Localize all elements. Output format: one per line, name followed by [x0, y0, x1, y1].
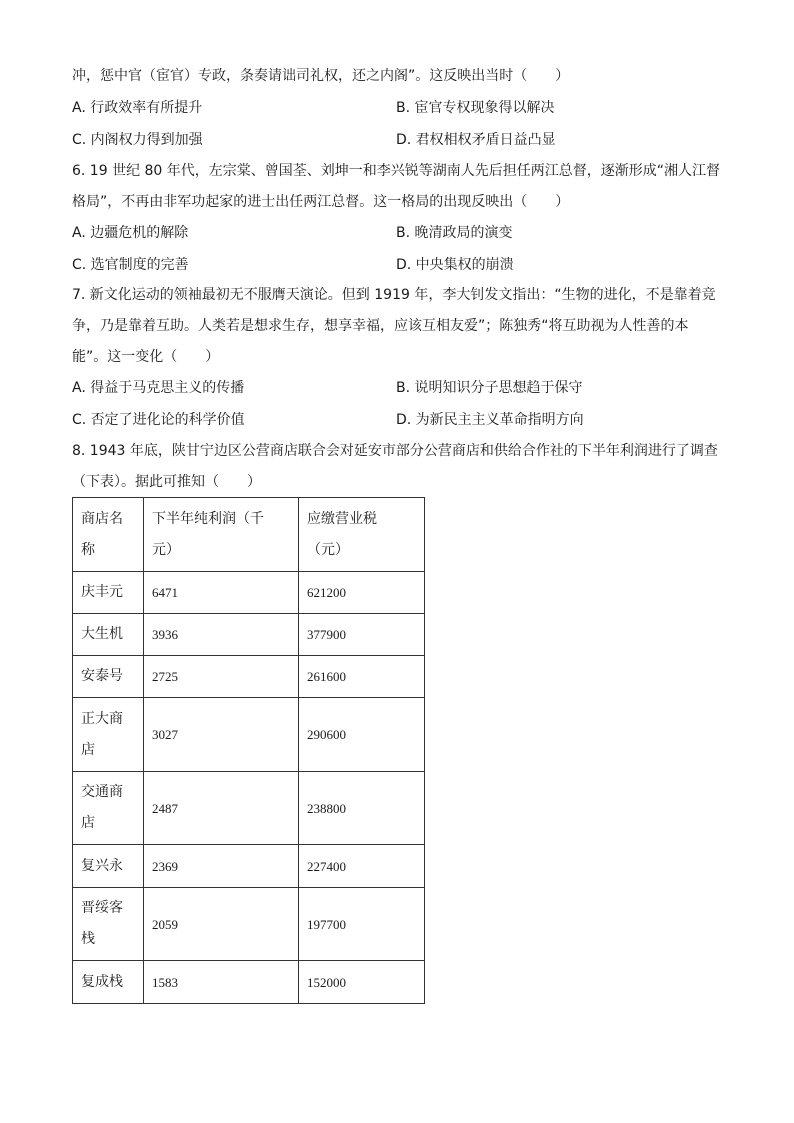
q6-option-a[interactable]: A. 边疆危机的解除 — [72, 225, 189, 241]
store-name-cell: 安泰号 — [73, 656, 144, 698]
table-row — [73, 572, 425, 614]
tax-cell: 377900 — [299, 614, 425, 656]
store-name-cell: 庆丰元 — [73, 572, 144, 614]
tax-cell: 621200 — [299, 572, 425, 614]
table-row — [73, 845, 425, 888]
table-row — [73, 961, 425, 1004]
tax-cell: 261600 — [299, 656, 425, 698]
q8-stem-line2: （下表）。据此可推知（ ） — [72, 474, 261, 490]
q7-stem-line3: 能”。这一变化（ ） — [72, 349, 220, 365]
profit-cell: 2059 — [144, 888, 299, 961]
tax-cell: 238800 — [299, 772, 425, 845]
tax-cell: 152000 — [299, 961, 425, 1004]
q6-option-d[interactable]: D. 中央集权的崩溃 — [396, 257, 514, 273]
q5-option-a[interactable]: A. 行政效率有所提升 — [72, 100, 203, 116]
q8-stem-line1: 8. 1943 年底，陕甘宁边区公营商店联合会对延安市部分公营商店和供给合作社的下半年利润进行了调查 — [72, 443, 718, 459]
q5-stem-tail: 冲，惩中官（宦官）专政，条奏请诎司礼权，还之内阁”。这反映出当时（ ） — [72, 68, 570, 84]
q7-option-a[interactable]: A. 得益于马克思主义的传播 — [72, 380, 245, 396]
profit-cell: 3027 — [144, 698, 299, 772]
tax-cell: 290600 — [299, 698, 425, 772]
q5-option-d[interactable]: D. 君权相权矛盾日益凸显 — [396, 132, 556, 148]
profit-cell: 3936 — [144, 614, 299, 656]
q7-stem-line1: 7. 新文化运动的领袖最初无不服膺天演论。但到 1919 年，李大钊发文指出：“生物的进化，不是靠着竞 — [72, 287, 716, 303]
q6-stem-line2: 格局”，不再由非军功起家的进士出任两江总督。这一格局的出现反映出（ ） — [72, 194, 570, 210]
q6-option-c[interactable]: C. 选官制度的完善 — [72, 257, 189, 273]
tax-cell: 197700 — [299, 888, 425, 961]
profit-cell: 1583 — [144, 961, 299, 1004]
profit-cell: 2487 — [144, 772, 299, 845]
table-row — [73, 614, 425, 656]
profit-cell: 2725 — [144, 656, 299, 698]
header-net-profit: 下半年纯利润（千 元） — [144, 498, 299, 572]
table-header-row — [73, 498, 425, 572]
q6-stem-line1: 6. 19 世纪 80 年代，左宗棠、曾国荃、刘坤一和李兴锐等湖南人先后担任两江总督，逐渐形成“湘人江督 — [72, 163, 721, 179]
table-row — [73, 656, 425, 698]
store-name-cell: 晋绥客 栈 — [73, 888, 144, 961]
q5-option-b[interactable]: B. 宦官专权现象得以解决 — [396, 100, 555, 116]
store-name-cell: 大生机 — [73, 614, 144, 656]
q7-option-c[interactable]: C. 否定了进化论的科学价值 — [72, 412, 245, 428]
table-row — [73, 698, 425, 772]
header-business-tax: 应缴营业税 （元） — [299, 498, 425, 572]
table-row — [73, 888, 425, 961]
profit-cell: 6471 — [144, 572, 299, 614]
q7-stem-line2: 争，乃是靠着互助。人类若是想求生存，想享幸福，应该互相友爱”；陈独秀“将互助视为人性善的本 — [72, 318, 689, 334]
store-name-cell: 交通商 店 — [73, 772, 144, 845]
q5-option-c[interactable]: C. 内阁权力得到加强 — [72, 132, 203, 148]
profit-cell: 2369 — [144, 845, 299, 888]
profit-tax-table — [72, 497, 425, 1004]
q7-option-d[interactable]: D. 为新民主主义革命指明方向 — [396, 412, 584, 428]
q7-option-b[interactable]: B. 说明知识分子思想趋于保守 — [396, 380, 583, 396]
store-name-cell: 复兴永 — [73, 845, 144, 888]
table-row — [73, 772, 425, 845]
store-name-cell: 正大商 店 — [73, 698, 144, 772]
header-store-name: 商店名 称 — [73, 498, 144, 572]
q6-option-b[interactable]: B. 晚清政局的演变 — [396, 225, 513, 241]
store-name-cell: 复成栈 — [73, 961, 144, 1004]
tax-cell: 227400 — [299, 845, 425, 888]
